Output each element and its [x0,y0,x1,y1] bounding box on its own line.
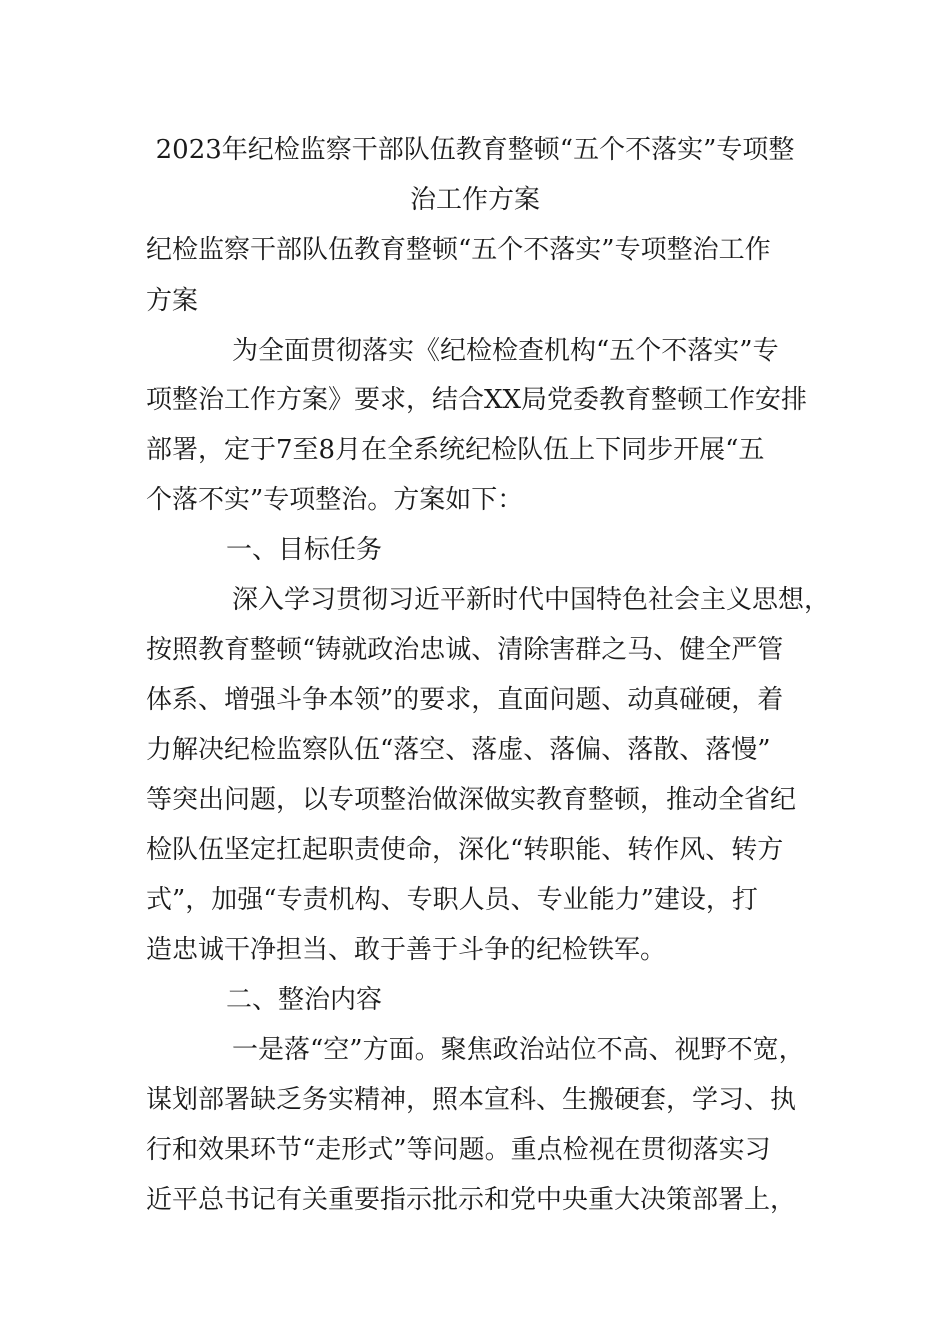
intro-line-4: 个落不实”专项整治。方案如下： [146,485,524,515]
section1-line-4: 力解决纪检监察队伍“落空、落虚、落偏、落散、落慢” [146,735,771,765]
section1-line-8: 造忠诚干净担当、敢于善于斗争的纪检铁军。 [146,935,667,965]
section2-line-4: 近平总书记有关重要指示批示和党中央重大决策部署上， [146,1185,797,1215]
section1-line-2: 按照教育整顿“铸就政治忠诚、清除害群之马、健全严管 [146,635,784,665]
intro-line-2: 项整治工作方案》要求，结合XX局党委教育整顿工作安排 [146,385,808,415]
subtitle-line-1: 纪检监察干部队伍教育整顿“五个不落实”专项整治工作 [146,235,771,265]
section2-heading: 二、整治内容 [226,985,383,1015]
section1-heading: 一、目标任务 [226,535,383,565]
document-title-line-1: 2023年纪检监察干部队伍教育整顿“五个不落实”专项整 [155,135,795,165]
section2-line-1: 一是落“空”方面。聚焦政治站位不高、视野不宽， [232,1035,805,1065]
section2-line-3: 行和效果环节“走形式”等问题。重点检视在贯彻落实习 [146,1135,771,1165]
intro-line-3: 部署，定于7至8月在全系统纪检队伍上下同步开展“五 [146,435,765,465]
section1-line-1: 深入学习贯彻习近平新时代中国特色社会主义思想， [232,585,831,615]
section1-line-7: 式”，加强“专责机构、专职人员、专业能力”建设，打 [146,885,758,915]
section1-line-3: 体系、增强斗争本领”的要求，直面问题、动真碰硬，着 [146,685,784,715]
document-title-line-2: 治工作方案 [409,185,540,215]
section1-line-5: 等突出问题，以专项整治做深做实教育整顿，推动全省纪 [146,785,797,815]
section2-line-2: 谋划部署缺乏务实精神，照本宣科、生搬硬套，学习、执 [146,1085,797,1115]
section1-line-6: 检队伍坚定扛起职责使命，深化“转职能、转作风、转方 [146,835,784,865]
subtitle-line-2: 方案 [146,286,199,316]
intro-line-1: 为全面贯彻落实《纪检检查机构“五个不落实”专 [232,336,779,366]
